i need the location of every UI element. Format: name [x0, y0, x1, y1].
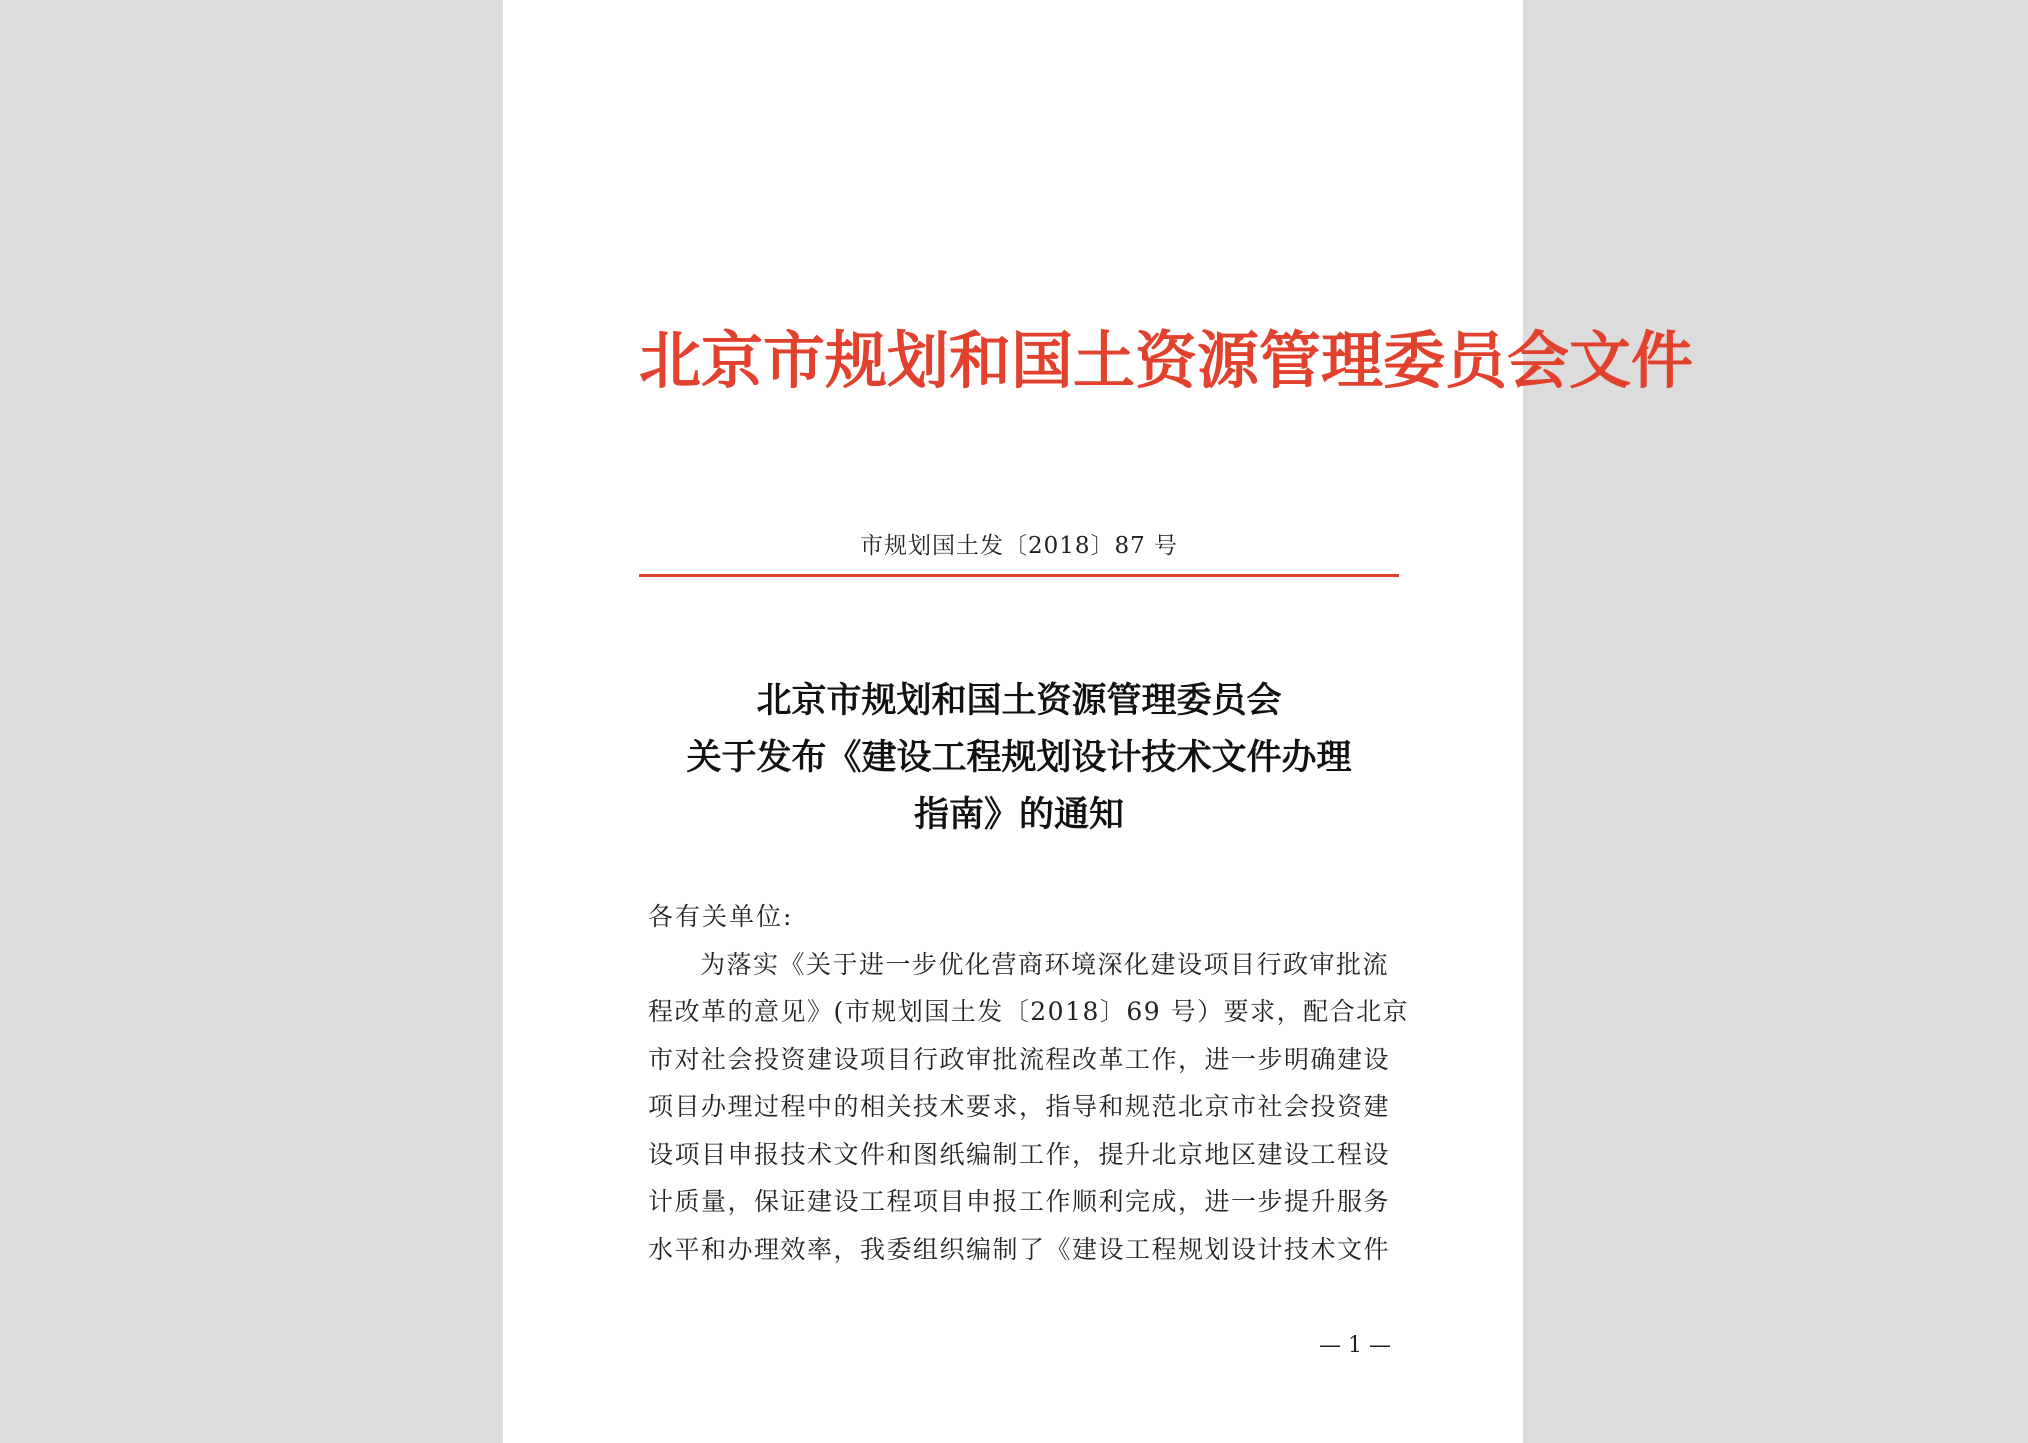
salutation: 各有关单位:: [648, 902, 794, 931]
body-line: 计质量，保证建设工程项目申报工作顺利完成，进一步提升服务: [648, 1187, 1391, 1216]
body-line: 设项目申报技术文件和图纸编制工作，提升北京地区建设工程设: [648, 1139, 1391, 1169]
body-line: 项目办理过程中的相关技术要求，指导和规范北京市社会投资建: [648, 1092, 1391, 1121]
body-line: 市对社会投资建设项目行政审批流程改革工作，进一步明确建设: [648, 1044, 1391, 1074]
document-number: 市规划国土发〔2018〕87 号: [859, 533, 1179, 559]
notice-title-line: 指南》的通知: [913, 794, 1124, 835]
notice-body: [648, 893, 1408, 1273]
red-divider-line: [639, 574, 1399, 577]
body-line: 程改革的意见》(市规划国土发〔2018〕69 号）要求，配合北京: [648, 997, 1410, 1026]
page-number: — 1 —: [1319, 1333, 1391, 1358]
notice-title-line: 北京市规划和国土资源管理委员会: [756, 680, 1282, 721]
notice-title-line: 关于发布《建设工程规划设计技术文件办理: [686, 737, 1352, 778]
body-line: 为落实《关于进一步优化营商环境深化建设项目行政审批流: [700, 949, 1390, 979]
notice-title: [639, 672, 1399, 843]
document-page: [503, 0, 1694, 1443]
body-line: 水平和办理效率，我委组织编制了《建设工程规划设计技术文件: [648, 1234, 1391, 1264]
issuer-header-title: 北京市规划和国土资源管理委员会文件: [639, 324, 1694, 397]
